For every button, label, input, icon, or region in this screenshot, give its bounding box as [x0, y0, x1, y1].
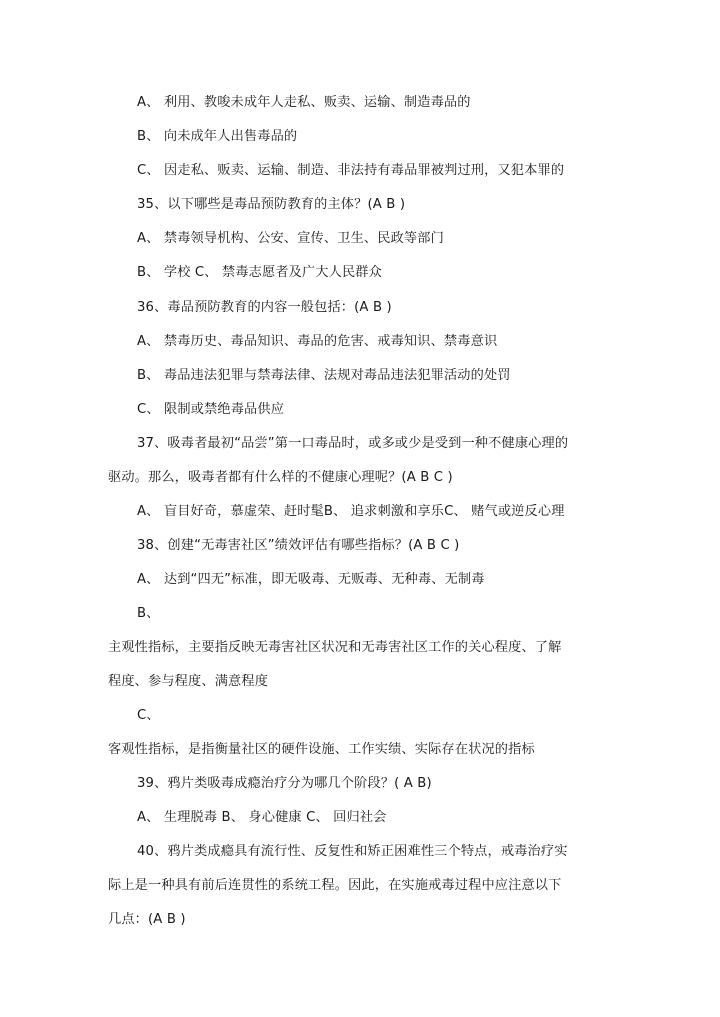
question-40-cont-2: 几点：(A B ) — [108, 912, 186, 927]
q35-option-a: A、 禁毒领导机构、公安、宣传、卫生、民政等部门 — [137, 231, 444, 246]
question-37: 37、吸毒者最初“品尝”第一口毒品时，或多或少是受到一种不健康心理的 — [137, 436, 569, 451]
q38-option-b-label: B、 — [137, 606, 160, 621]
q38-option-c-label: C、 — [137, 708, 160, 723]
q38-option-a: A、 达到“四无”标准，即无吸毒、无贩毒、无种毒、无制毒 — [137, 572, 485, 587]
q36-option-a: A、 禁毒历史、毒品知识、毒品的危害、戒毒知识、禁毒意识 — [137, 334, 498, 349]
question-37-cont: 驱动。那么，吸毒者都有什么样的不健康心理呢？(A B C ) — [108, 470, 453, 485]
q39-options: A、 生理脱毒 B、 身心健康 C、 回归社会 — [137, 810, 387, 825]
q36-option-c: C、 限制或禁绝毒品供应 — [137, 402, 285, 417]
q35-option-b-c: B、 学校 C、 禁毒志愿者及广大人民群众 — [137, 265, 382, 280]
question-40-cont: 际上是一种具有前后连贯性的系统工程。因此，在实施戒毒过程中应注意以下 — [108, 878, 562, 893]
question-39: 39、鸦片类吸毒成瘾治疗分为哪几个阶段？( A B) — [137, 776, 432, 791]
question-38: 38、创建“无毒害社区”绩效评估有哪些指标？(A B C ) — [137, 538, 460, 553]
question-36: 36、毒品预防教育的内容一般包括：(A B ) — [137, 300, 392, 315]
question-40: 40、鸦片类成瘾具有流行性、反复性和矫正困难性三个特点，戒毒治疗实 — [137, 844, 568, 859]
option-b-line: B、 向未成年人出售毒品的 — [137, 129, 298, 144]
q37-options: A、 盲目好奇，慕虚荣、赶时髦B、 追求刺激和享乐C、 赌气或逆反心理 — [137, 504, 565, 519]
q36-option-b: B、 毒品违法犯罪与禁毒法律、法规对毒品违法犯罪活动的处罚 — [137, 368, 511, 383]
option-c-line: C、 因走私、贩卖、运输、制造、非法持有毒品罪被判过刑，又犯本罪的 — [137, 163, 565, 178]
option-a-line: A、 利用、教唆未成年人走私、贩卖、运输、制造毒品的 — [137, 95, 471, 110]
q38-option-b-text: 主观性指标，主要指反映无毒害社区状况和无毒害社区工作的关心程度、了解 — [108, 640, 562, 655]
q38-option-c-text: 客观性指标，是指衡量社区的硬件设施、工作实绩、实际存在状况的指标 — [108, 742, 535, 757]
q38-option-b-cont: 程度、参与程度、满意程度 — [108, 674, 269, 689]
question-35: 35、以下哪些是毒品预防教育的主体？(A B ) — [137, 197, 406, 212]
